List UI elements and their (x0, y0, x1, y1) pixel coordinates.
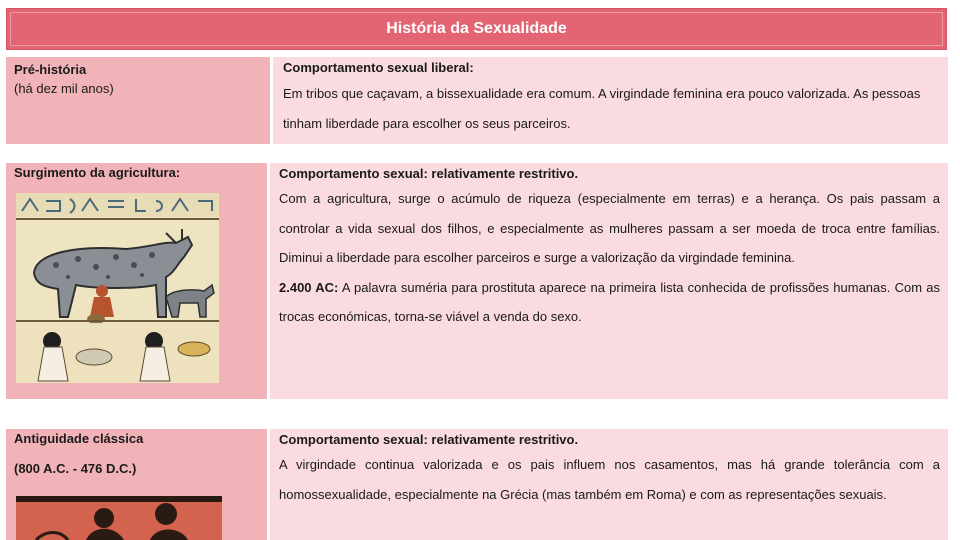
historical-note (279, 273, 940, 332)
egyptian-painting-image (16, 193, 219, 383)
row-classical-description (270, 429, 948, 540)
greek-pottery-image (16, 496, 222, 540)
behavior-text: A virgindade continua valorizada e os pais influem nos casamentos, mas há grande tolerância com a homossexualidade, especialmente na Grécia (mas também em Roma) e com as representações sexuais. (279, 457, 940, 502)
behavior-text: Com a agricultura, surge o acúmulo de riqueza (especialmente em terras) e a herança. Os pais passam a controlar a vida sexual dos filhos, e especialmente as mulheres passam a ser moeda de troca entre famílias. Diminui a liberdade para escolher parceiros e surge a valorização da virgindade feminina. (279, 191, 940, 265)
period-label: Surgimento da agricultura: (14, 165, 181, 180)
row-prehistory-period (6, 57, 270, 144)
period-label: Antiguidade clássica (14, 431, 144, 446)
period-sublabel: (há dez mil anos) (14, 81, 114, 96)
note-text: A palavra suméria para prostituta aparece na primeira lista conhecida de profissões humanas. Com as trocas económicas, torna-se viável a venda do sexo. (279, 279, 940, 324)
row-agriculture-description (270, 163, 948, 399)
period-label: Pré-história (14, 62, 87, 77)
behavior-heading: Comportamento sexual: relativamente restritivo. (279, 432, 579, 447)
note-date: 2.400 AC: (279, 279, 339, 295)
row-prehistory-description (273, 57, 948, 144)
title-bar (6, 8, 947, 50)
behavior-heading: Comportamento sexual liberal: (283, 60, 474, 75)
page-title: História da Sexualidade (386, 20, 567, 37)
behavior-text: Em tribos que caçavam, a bissexualidade era comum. A virgindade feminina era pouco valorizada. As pessoas tinham liberdade para escolher os seus parceiros. (283, 86, 921, 131)
behavior-heading: Comportamento sexual: relativamente restritivo. (279, 166, 579, 181)
period-sublabel: (800 A.C. - 476 D.C.) (14, 461, 137, 476)
